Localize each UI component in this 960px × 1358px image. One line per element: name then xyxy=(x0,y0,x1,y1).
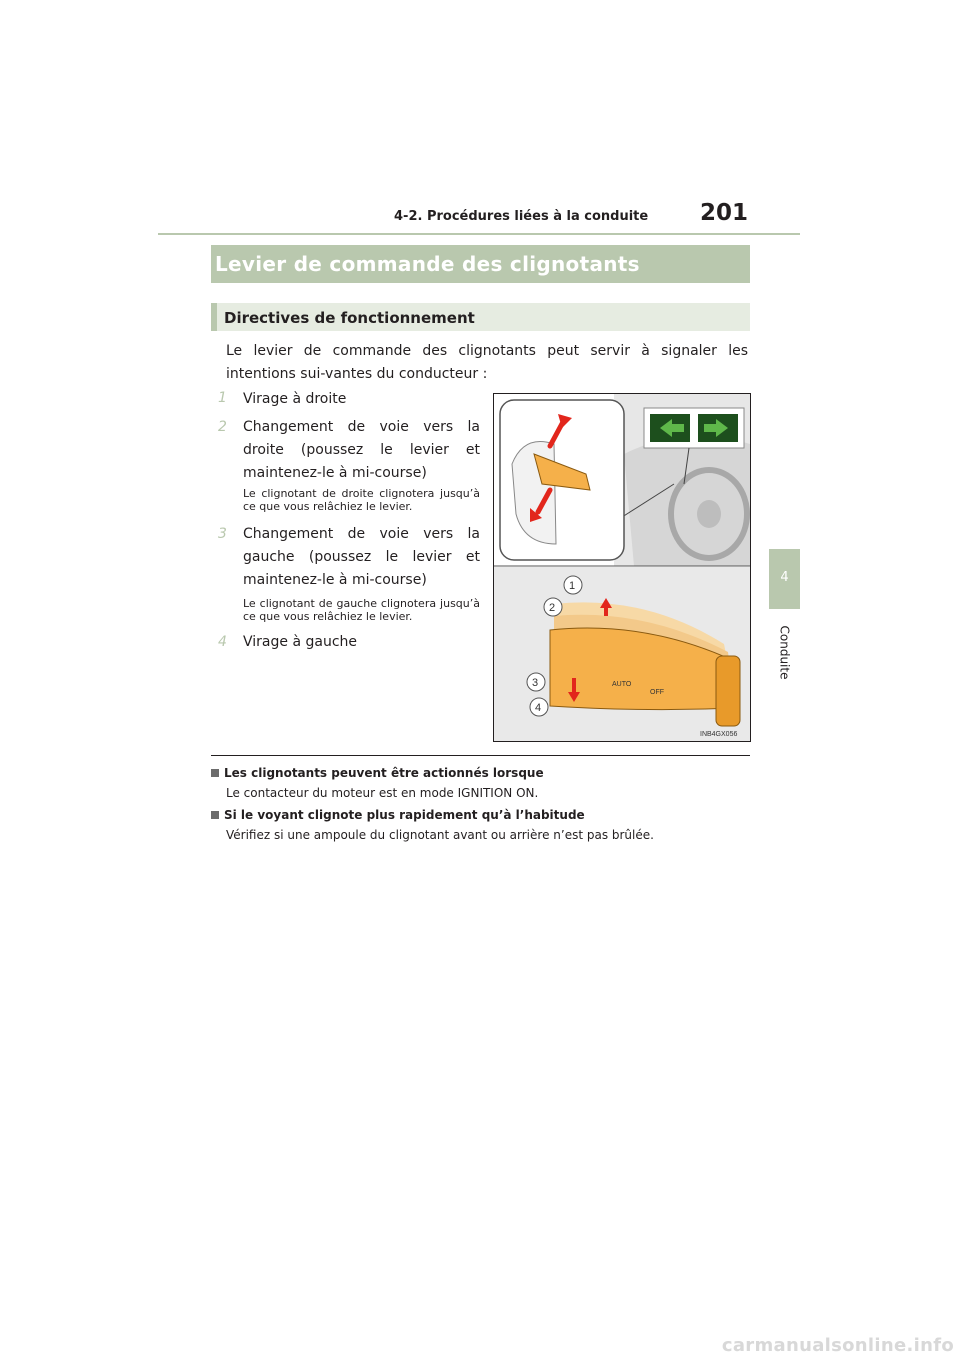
callout-3: 3 xyxy=(532,677,539,689)
chapter-number: 4 xyxy=(780,570,789,585)
item-number-1: 1 xyxy=(218,390,227,406)
note-heading-1 xyxy=(211,766,544,780)
header-rule xyxy=(158,233,800,235)
callout-4: 4 xyxy=(535,702,542,714)
item-text-3: Changement de voie vers la gauche (poussez le levier et maintenez-le à mi-course) xyxy=(243,526,480,588)
item-note-2: Le clignotant de droite clignotera jusqu’à ce que vous relâchiez le levier. xyxy=(243,487,480,513)
note-body-2: Vérifiez si une ampoule du clignotant avant ou arrière n’est pas brûlée. xyxy=(226,828,654,842)
item-number-3: 3 xyxy=(218,526,227,542)
page-title: Levier de commande des clignotants xyxy=(215,252,640,276)
notes-rule xyxy=(211,755,750,756)
lever-illustration xyxy=(494,394,750,741)
callout-2: 2 xyxy=(549,602,556,614)
note-heading-2 xyxy=(211,808,585,822)
note-body-1: Le contacteur du moteur est en mode IGNITION ON. xyxy=(226,786,539,800)
note-heading-1-text: Les clignotants peuvent être actionnés lorsque xyxy=(224,766,544,780)
intro-paragraph: Le levier de commande des clignotants peut servir à signaler les intentions sui-vantes du conducteur : xyxy=(226,343,748,382)
item-note-3: Le clignotant de gauche clignotera jusqu’à ce que vous relâchiez le levier. xyxy=(243,597,480,623)
footer-watermark[interactable]: carmanualsonline.info xyxy=(721,1335,954,1356)
callout-1: 1 xyxy=(569,580,576,592)
bullet-square-icon xyxy=(211,811,219,819)
figure-code: INB4GX056 xyxy=(700,731,738,738)
bullet-square-icon xyxy=(211,769,219,777)
item-text-4: Virage à gauche xyxy=(243,634,357,650)
item-text-1: Virage à droite xyxy=(243,391,347,407)
section-header: 4-2. Procédures liées à la conduite xyxy=(394,209,649,224)
item-number-2: 2 xyxy=(218,419,227,435)
item-number-4: 4 xyxy=(218,634,227,650)
note-heading-2-text: Si le voyant clignote plus rapidement qu’à l’habitude xyxy=(224,808,585,822)
turn-signal-lever-figure xyxy=(493,393,751,742)
lever-base xyxy=(716,656,740,726)
item-text-2: Changement de voie vers la droite (poussez le levier et maintenez-le à mi-course) xyxy=(243,419,480,481)
chapter-label: Conduite xyxy=(777,625,792,680)
subtitle: Directives de fonctionnement xyxy=(224,309,475,327)
page-number: 201 xyxy=(700,200,749,226)
auto-label: AUTO xyxy=(612,681,632,688)
subtitle-accent xyxy=(211,303,217,331)
off-label: OFF xyxy=(650,689,664,696)
steering-hub xyxy=(697,500,721,528)
